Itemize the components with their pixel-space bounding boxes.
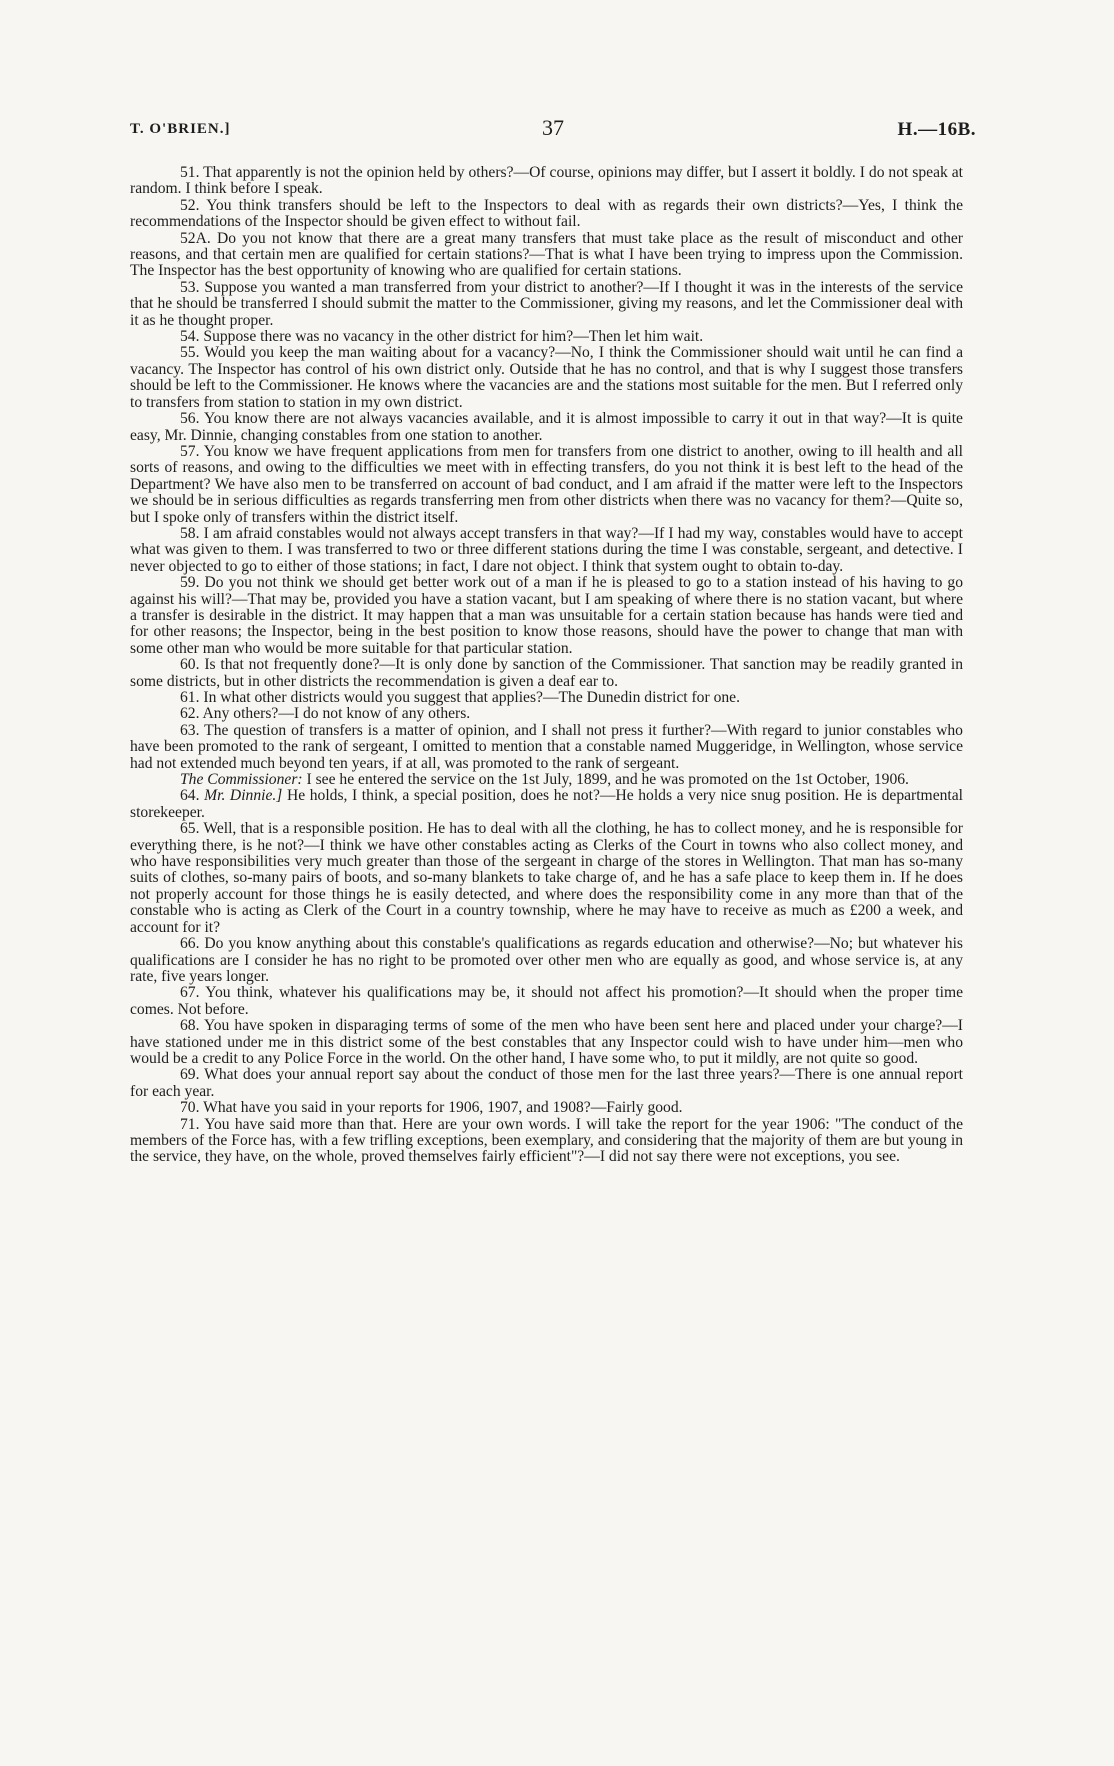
- question-paragraph: [130, 345, 963, 411]
- question-number: 63.: [180, 721, 200, 739]
- question-paragraph: [130, 788, 963, 821]
- question-number: 66.: [180, 935, 200, 953]
- paragraph-text: I see he entered the service on the 1st July, 1899, and he was promoted on the 1st October, 1906.: [306, 771, 909, 789]
- question-number: 61.: [180, 689, 200, 706]
- paragraph-text: That apparently is not the opinion held by others?—Of course, opinions may differ, but I assert it boldly. I do not speak at random. I think before I speak.: [130, 164, 963, 198]
- question-paragraph: [130, 985, 963, 1018]
- paragraph-text: Suppose there was no vacancy in the other district for him?—Then let him wait.: [203, 328, 704, 346]
- question-number: 62.: [180, 705, 200, 723]
- question-number: 57.: [180, 442, 200, 460]
- paragraph-text: The question of transfers is a matter of opinion, and I shall not press it further?—With regard to junior constables who have been promoted to the rank of sergeant, I omitted to mention that a constable named Muggeridge, in Wellington, whose service had not extended much beyond ten years, if at all, was promoted to the rank of sergeant.: [130, 721, 963, 772]
- question-paragraph: [130, 444, 963, 526]
- page-number: 37: [542, 115, 564, 140]
- question-paragraph: [130, 1067, 963, 1100]
- document-reference: H.—16B.: [897, 119, 976, 140]
- paragraph-text: What does your annual report say about the conduct of those men for the last three years?—There is one annual report for each year.: [130, 1066, 963, 1100]
- question-number: 53.: [180, 278, 200, 296]
- paragraph-text: You have spoken in disparaging terms of some of the men who have been sent here and placed under your charge?—I have stationed under me in this district some of the best constables that any Inspector could wish to have under him—men who would be a credit to any Police Force in the world. On the other hand, I have some who, to put it mildly, are not quite so good.: [130, 1017, 963, 1067]
- paragraph-text: Is that not frequently done?—It is only done by sanction of the Commissioner. That sanction may be readily granted in some districts, but in other districts the recommendation is given a deaf ear to.: [130, 656, 963, 690]
- question-paragraph: [130, 706, 963, 722]
- question-paragraph: [130, 198, 963, 231]
- paragraph-text: I am afraid constables would not always accept transfers in that way?—If I had my way, constables would have to accept what was given to them. I was transferred to two or three different stations during the time I was constable, sergeant, and detective. I never objected to go to either of those stations; in fact, I dare not object. I think that system ought to obtain to-day.: [130, 524, 964, 575]
- paragraph-text: What have you said in your reports for 1906, 1907, and 1908?—Fairly good.: [203, 1099, 683, 1117]
- question-number: 58.: [180, 524, 200, 542]
- question-number: 70.: [180, 1099, 200, 1117]
- question-number: 60.: [180, 656, 200, 674]
- paragraph-text: Do you know anything about this constable's qualifications as regards education and otherwise?—No; but whatever his qualifications are I consider he has no right to be promoted over other men who are equally as good, and whose service is, at any rate, five years longer.: [130, 935, 963, 985]
- paragraph-text: Do you not think we should get better work out of a man if he is pleased to go to a station instead of his having to go against his will?—That may be, provided you have a station vacant, but I am speaking of where there is no station vacant, but where a transfer is desirable in the district. It may happen that a man was unsuitable for a certain station because has hands were tied and for other reasons; the Inspector, being in the best position to know those reasons, should have the power to change that man with some other man who would be more suitable for that particular station.: [130, 574, 963, 657]
- question-paragraph: [130, 690, 963, 706]
- question-paragraph: [130, 936, 963, 985]
- question-number: 51.: [180, 164, 200, 181]
- question-paragraph: [130, 575, 963, 657]
- question-paragraph: [130, 526, 963, 575]
- question-number: 64.: [180, 787, 200, 805]
- question-number: 67.: [180, 984, 200, 1002]
- paragraph-text: You know there are not always vacancies available, and it is almost impossible to carry it out in that way?—It is quite easy, Mr. Dinnie, changing constables from one station to another.: [130, 410, 963, 444]
- question-number: 56.: [180, 410, 200, 428]
- question-paragraph: [130, 329, 963, 345]
- question-number: 59.: [180, 574, 200, 592]
- question-paragraph: [130, 280, 963, 329]
- paragraph-text: Well, that is a responsible position. He has to deal with all the clothing, he has to collect money, and he is responsible for everything there, is he not?—I think we have other constables acting as Clerks of the Court in towns who also collect money, and who have responsibilities very much greater than those of the sergeant in charge of the stores in Wellington. That man has so-many suits of clothes, so-many pairs of boots, and so-many blankets to take charge of, and he has a safe place to keep them in. If he does not properly account for those things he is easily detected, and where does the responsibility come in any more than that of the constable who is acting as Clerk of the Court in a country township, where he may have to receive as much as £200 a week, and account for it?: [130, 820, 963, 936]
- question-paragraph: [130, 165, 963, 198]
- question-number: 52.: [180, 196, 200, 214]
- paragraph-text: Would you keep the man waiting about for a vacancy?—No, I think the Commissioner should wait until he can find a vacancy. The Inspector has control of his own district only. Outside that he has no control, and that is why I suggest those transfers should be left to the Commissioner. He knows where the vacancies are and the stations most suitable for the men. But I referred only to transfers from station to station in my own district.: [130, 344, 963, 411]
- page-header: [130, 115, 976, 145]
- question-paragraph: [130, 821, 963, 936]
- question-paragraph: [130, 231, 963, 280]
- paragraph-text: He holds, I think, a special position, does he not?—He holds a very nice snug position. He is departmental storekeeper.: [130, 787, 963, 821]
- paragraph-text: You have said more than that. Here are your own words. I will take the report for the year 1906: "The conduct of the members of the Force has, with a few trifling exceptions, been exemplary, and considering that the majority of them are but young in the service, they have, on the whole, proved themselves fairly efficient"?—I did not say there were not exceptions, you see.: [130, 1115, 963, 1166]
- witness-name: T. O'BRIEN.]: [130, 121, 231, 137]
- question-number: 55.: [180, 344, 200, 362]
- question-number: 65.: [180, 820, 200, 838]
- question-paragraph: [130, 1100, 963, 1116]
- paragraph-text: You think transfers should be left to the Inspectors to deal with as regards their own districts?—Yes, I think the recommendations of the Inspector should be given effect to without fail.: [130, 196, 964, 231]
- question-number: 52A.: [180, 229, 211, 247]
- question-number: 69.: [180, 1066, 200, 1084]
- paragraph-text: You think, whatever his qualifications may be, it should not affect his promotion?—It should when the proper time comes. Not before.: [130, 984, 963, 1018]
- document-body: [130, 165, 963, 1166]
- paragraph-text: You know we have frequent applications from men for transfers from one district to another, owing to ill health and all sorts of reasons, and owing to the difficulties we meet with in effecting transfers, do you not think it is best left to the head of the Department? We have also men to be transferred on account of bad conduct, and I am afraid if the matter were left to the Inspectors we should be in serious difficulties as regards transferring men from other districts when there was no vacancy for them?—Quite so, but I spoke only of transfers within the district itself.: [130, 442, 963, 526]
- paragraph-text: Suppose you wanted a man transferred from your district to another?—If I thought it was in the interests of the service that he should be transferred I should submit the matter to the Commissioner, giving my reasons, and let the Commissioner deal with it as he thought proper.: [130, 278, 963, 329]
- speaker-label: Mr. Dinnie.]: [204, 787, 283, 805]
- speaker-label: The Commissioner:: [180, 771, 303, 789]
- question-number: 54.: [180, 328, 200, 346]
- paragraph-text: In what other districts would you suggest that applies?—The Dunedin district for one.: [203, 689, 740, 706]
- question-paragraph: [130, 723, 963, 772]
- question-number: 68.: [180, 1017, 200, 1035]
- question-paragraph: [130, 1117, 963, 1166]
- paragraph-text: Do you not know that there are a great many transfers that must take place as the result of misconduct and other reasons, and that certain men are qualified for certain stations?—That is what I have been trying to impress upon the Commission. The Inspector has the best opportunity of knowing who are qualified for certain stations.: [130, 229, 964, 280]
- paragraph-text: Any others?—I do not know of any others.: [202, 705, 471, 723]
- question-number: 71.: [180, 1115, 200, 1133]
- question-paragraph: [130, 657, 963, 690]
- question-paragraph: [130, 411, 963, 444]
- question-paragraph: [130, 772, 963, 788]
- question-paragraph: [130, 1018, 963, 1067]
